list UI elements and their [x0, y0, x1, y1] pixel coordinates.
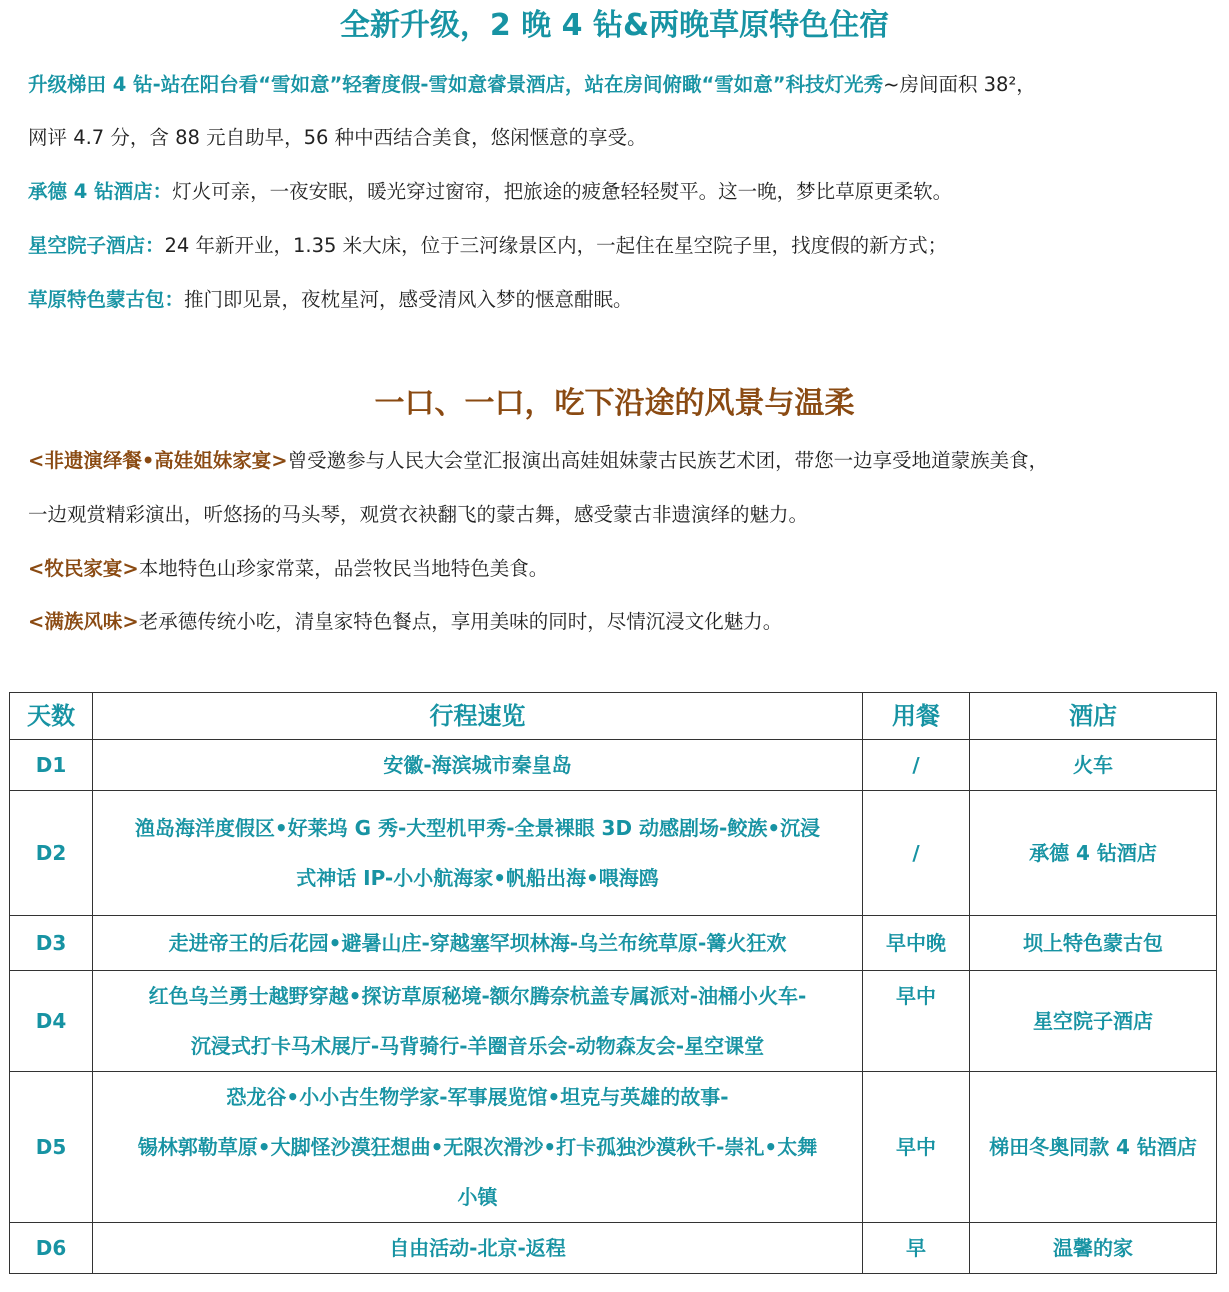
food-item-3: [28, 607, 1208, 637]
hotel-item-2-label: 承德 4 钻酒店：: [28, 180, 173, 203]
table-row: [10, 916, 1217, 971]
route-line: 锡林郭勒草原•大脚怪沙漠狂想曲•无限次滑沙•打卡孤独沙漠秋千-崇礼•太舞: [137, 1135, 818, 1159]
hotel-item-1-text-line2: 网评 4.7 分，含 88 元自助早，56 种中西结合美食，悠闲惬意的享受。: [28, 126, 647, 149]
hotel-item-1-line2: [28, 123, 1208, 153]
food-section-title: 一口、一口，吃下沿途的风景与温柔: [374, 386, 855, 421]
row-route: [93, 971, 863, 1072]
table-row: [10, 1072, 1217, 1223]
food-item-1-text: 曾受邀参与人民大会堂汇报演出高娃姐妹蒙古民族艺术团，带您一边享受地道蒙族美食，: [287, 449, 1049, 472]
meals-line: 早中晚: [886, 931, 946, 955]
food-item-2-label: <牧民家宴>: [28, 557, 139, 580]
hotel-item-3-label: 星空院子酒店：: [28, 234, 165, 257]
route-line: 小镇: [457, 1185, 498, 1209]
row-route: [93, 1072, 863, 1223]
table-row: [10, 971, 1217, 1072]
row-meals: [863, 1072, 970, 1223]
row-day: D1: [10, 740, 93, 791]
row-hotel: 温馨的家: [970, 1223, 1217, 1274]
hotel-item-2-text: 灯火可亲，一夜安眠，暖光穿过窗帘，把旅途的疲惫轻轻熨平。这一晚，梦比草原更柔软。: [172, 180, 953, 203]
hotel-item-1-label: 升级梯田 4 钻-站在阳台看“雪如意”轻奢度假-雪如意睿景酒店，站在房间俯瞰“雪如意”科技灯光秀: [28, 73, 884, 96]
food-item-1: [28, 446, 1208, 476]
row-meals: [863, 740, 970, 791]
route-line: 自由活动-北京-返程: [389, 1236, 566, 1260]
table-row: [10, 791, 1217, 916]
row-route: [93, 916, 863, 971]
route-line: 沉浸式打卡马术展厅-马背骑行-羊圈音乐会-动物森友会-星空课堂: [190, 1034, 765, 1058]
hotel-section-title: 全新升级，2 晚 4 钻&两晚草原特色住宿: [339, 8, 890, 43]
row-hotel: 承德 4 钻酒店: [970, 791, 1217, 916]
route-line: 安徽-海滨城市秦皇岛: [383, 753, 572, 777]
row-hotel: 梯田冬奥同款 4 钻酒店: [970, 1072, 1217, 1223]
food-item-1-label: <非遗演绎餐•高娃姐妹家宴>: [28, 449, 288, 472]
header-route: 行程速览: [93, 693, 863, 740]
row-day: D4: [10, 971, 93, 1072]
row-route: [93, 791, 863, 916]
hotel-item-3-text: 24 年新开业，1.35 米大床，位于三河缘景区内，一起住在星空院子里，找度假的新方式；: [164, 234, 948, 257]
meals-line: 早中: [896, 1135, 936, 1159]
food-item-1-text-line2: 一边观赏精彩演出，听悠扬的马头琴，观赏衣袂翻飞的蒙古舞，感受蒙古非遗演绎的魅力。: [28, 503, 809, 526]
row-meals: [863, 791, 970, 916]
hotel-item-2: [28, 177, 1208, 207]
row-meals: [863, 1223, 970, 1274]
table-header-row: [10, 693, 1217, 740]
header-meals: 用餐: [863, 693, 970, 740]
row-day: D6: [10, 1223, 93, 1274]
table-row: [10, 1223, 1217, 1274]
meals-line: 早: [906, 1236, 926, 1260]
food-item-1-line2: [28, 500, 1208, 530]
table-row: [10, 740, 1217, 791]
food-section: [0, 384, 1229, 424]
row-day: D2: [10, 791, 93, 916]
row-hotel: 坝上特色蒙古包: [970, 916, 1217, 971]
header-hotel: 酒店: [970, 693, 1217, 740]
row-day: D3: [10, 916, 93, 971]
itinerary-table: [9, 692, 1217, 1274]
row-hotel: 火车: [970, 740, 1217, 791]
route-line: 式神话 IP-小小航海家•帆船出海•喂海鸥: [296, 866, 659, 890]
row-route: [93, 1223, 863, 1274]
row-meals: [863, 916, 970, 971]
hotel-item-4-label: 草原特色蒙古包：: [28, 288, 185, 311]
route-line: 走进帝王的后花园•避暑山庄-穿越塞罕坝林海-乌兰布统草原-篝火狂欢: [168, 931, 787, 955]
route-line: 红色乌兰勇士越野穿越•探访草原秘境-额尔腾奈杭盖专属派对-油桶小火车-: [148, 984, 807, 1008]
row-route: [93, 740, 863, 791]
route-line: 恐龙谷•小小古生物学家-军事展览馆•坦克与英雄的故事-: [226, 1085, 729, 1109]
hotel-item-3: [28, 231, 1208, 261]
food-item-3-text: 老承德传统小吃，清皇家特色餐点，享用美味的同时，尽情沉浸文化魅力。: [138, 610, 783, 633]
hotel-item-1: [28, 70, 1208, 100]
food-item-2-text: 本地特色山珍家常菜，品尝牧民当地特色美食。: [138, 557, 549, 580]
header-day: 天数: [10, 693, 93, 740]
food-item-2: [28, 554, 1208, 584]
hotel-section: [0, 6, 1229, 46]
row-meals: [863, 971, 970, 1072]
row-hotel: 星空院子酒店: [970, 971, 1217, 1072]
route-line: 渔岛海洋度假区•好莱坞 G 秀-大型机甲秀-全景裸眼 3D 动感剧场-鲛族•沉浸: [134, 816, 821, 840]
food-item-3-label: <满族风味>: [28, 610, 139, 633]
row-day: D5: [10, 1072, 93, 1223]
hotel-item-1-text: ~房间面积 38²，: [883, 73, 1036, 96]
meals-line: /: [912, 753, 920, 777]
hotel-item-4: [28, 285, 1208, 315]
hotel-item-4-text: 推门即见景，夜枕星河，感受清风入梦的惬意酣眠。: [184, 288, 633, 311]
meals-line: 早中: [896, 984, 936, 1008]
meals-line: /: [912, 841, 920, 865]
